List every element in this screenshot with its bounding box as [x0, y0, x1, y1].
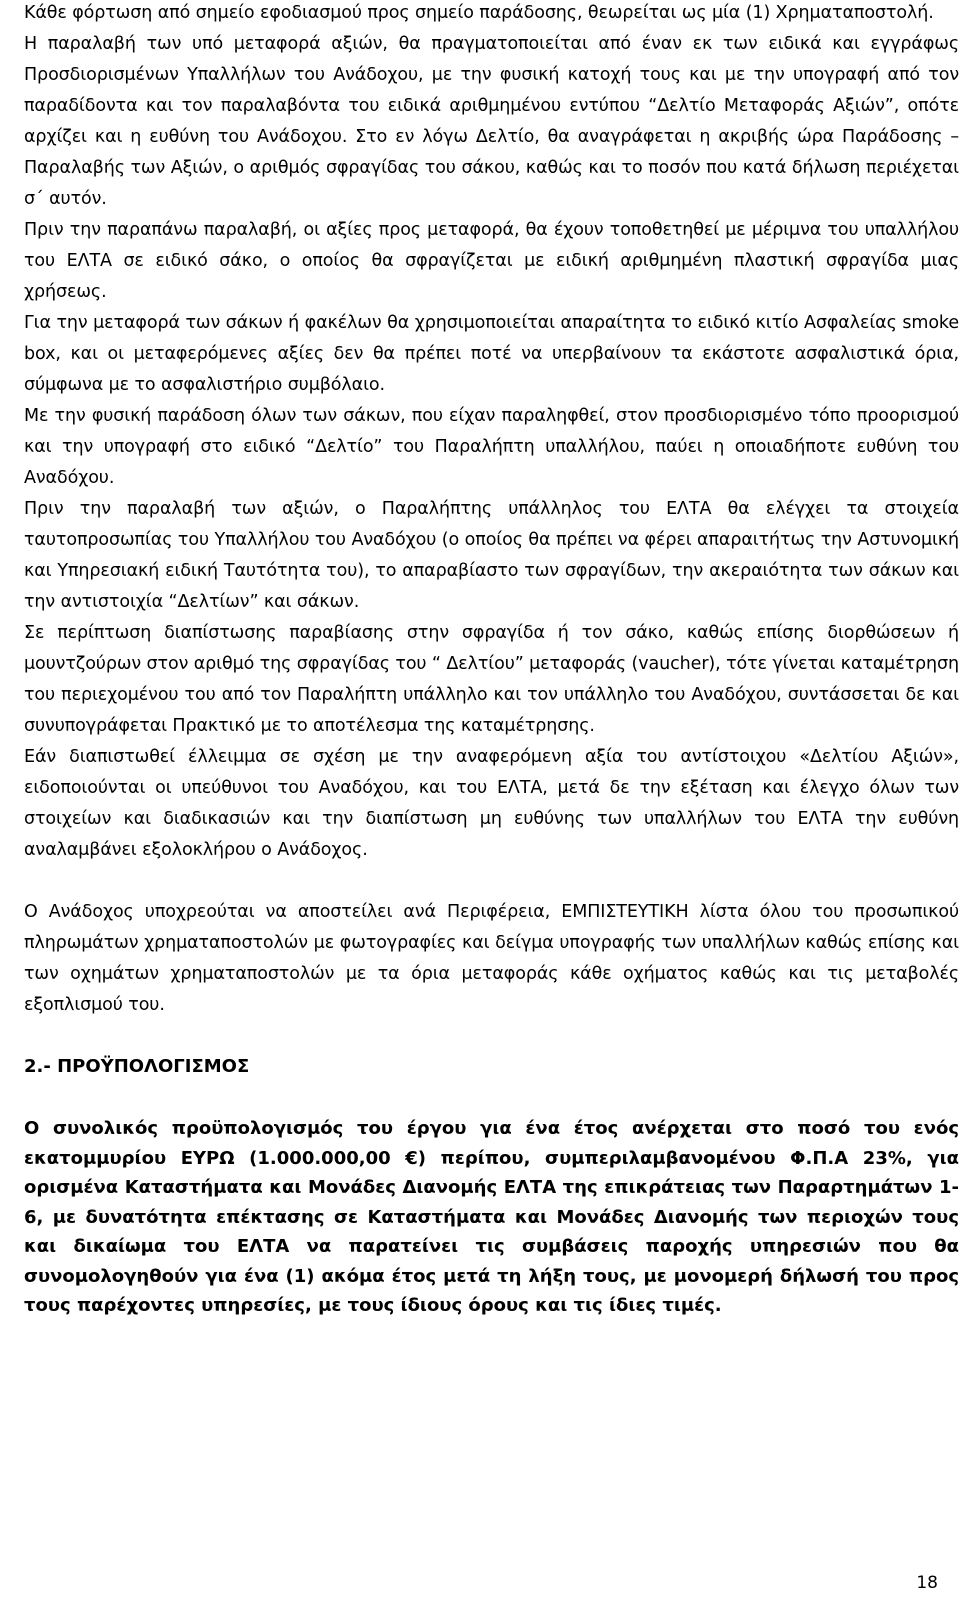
page-number: 18 [916, 1573, 938, 1593]
paragraph-smoke-box: Για την μεταφορά των σάκων ή φακέλων θα χρησιμοποιείται απαραίτητα το ειδικό κιτίο Ασφαλείας smoke box, και οι μεταφερόμενες αξίες δεν θα πρέπει ποτέ να υπερβαίνουν τα εκάστοτε ασφαλιστικά όρια, σύμφωνα με το ασφαλιστήριο συμβόλαιο. [24, 313, 959, 395]
section-heading-budget: 2.- ΠΡΟΫΠΟΛΟΓΙΣΜΟΣ [24, 1056, 250, 1077]
paragraph-shipment-definition: Κάθε φόρτωση από σημείο εφοδιασμού προς σημείο παράδοσης, θεωρείται ως μία (1) Χρηματαποστολή. [24, 3, 934, 23]
paragraph-budget: Ο συνολικός προϋπολογισμός του έργου για ένα έτος ανέρχεται στο ποσό του ενός εκατομμυρίου ΕΥΡΩ (1.000.000,00 €) περίπου, συμπεριλαμβανομένου Φ.Π.Α 23%, για ορισμένα Καταστήματα και Μονάδες Διανομής ΕΛΤΑ της επικράτειας των Παραρτημάτων 1-6, με δυνατότητα επέκτασης σε Καταστήματα και Μονάδες Διανομής των περιοχών τους και δικαίωμα του ΕΛΤΑ να παρατείνει τις συμβάσεις παροχής υπηρεσιών που θα συνομολογηθούν για ένα (1) ακόμα έτος μετά τη λήξη τους, με μονομερή δήλωσή του προς τους παρέχοντες υπηρεσίες, με τους ίδιους όρους και τις ίδιες τιμές. [24, 1118, 959, 1316]
paragraph-value-receipt: Η παραλαβή των υπό μεταφορά αξιών, θα πραγματοποιείται από έναν εκ των ειδικά και εγγράφως Προσδιορισμένων Υπαλλήλων του Ανάδοχου, με την φυσική κατοχή τους και με την υπογραφή από τον παραδίδοντα και τον παραλαβόντα του ειδικά αριθμημένου εντύπου “Δελτίο Μεταφοράς Αξιών”, οπότε αρχίζει και η ευθύνη του Ανάδοχου. Στο εν λόγω Δελτίο, θα αναγράφεται η ακριβής ώρα Παράδοσης – Παραλαβής των Αξιών, ο αριθμός σφραγίδας του σάκου, καθώς και το ποσόν που κατά δήλωση περιέχεται σ΄ αυτόν. [24, 34, 959, 209]
paragraph-sealing: Πριν την παραπάνω παραλαβή, οι αξίες προς μεταφορά, θα έχουν τοποθετηθεί με μέριμνα του υπαλλήλου του ΕΛΤΑ σε ειδικό σάκο, ο οποίος θα σφραγίζεται με ειδική αριθμημένη πλαστική σφραγίδα μιας χρήσεως. [24, 220, 959, 302]
paragraph-seal-violation: Σε περίπτωση διαπίστωσης παραβίασης στην σφραγίδα ή τον σάκο, καθώς επίσης διορθώσεων ή μουντζούρων στον αριθμό της σφραγίδας του “ Δελτίου” μεταφοράς (vaucher), τότε γίνεται καταμέτρηση του περιεχομένου του από τον Παραλήπτη υπάλληλο και τον υπάλληλο του Αναδόχου, συντάσσεται δε και συνυπογράφεται Πρακτικό με το αποτέλεσμα της καταμέτρησης. [24, 623, 959, 736]
document-page [24, 0, 959, 1321]
paragraph-identity-check: Πριν την παραλαβή των αξιών, ο Παραλήπτης υπάλληλος του ΕΛΤΑ θα ελέγχει τα στοιχεία ταυτοπροσωπίας του Υπαλλήλου του Αναδόχου (ο οποίος θα πρέπει να φέρει απαραιτήτως την Αστυνομική και Υπηρεσιακή ειδική Ταυτότητα του), το απαραβίαστο των σφραγίδων, την ακεραιότητα των σάκων και την αντιστοιχία “Δελτίων” και σάκων. [24, 499, 959, 612]
paragraph-delivery: Με την φυσική παράδοση όλων των σάκων, που είχαν παραληφθεί, στον προσδιορισμένο τόπο προορισμού και την υπογραφή στο ειδικό “Δελτίο” του Παραλήπτη υπαλλήλου, παύει η οποιαδήποτε ευθύνη του Αναδόχου. [24, 406, 959, 488]
paragraph-deficit: Εάν διαπιστωθεί έλλειμμα σε σχέση με την αναφερόμενη αξία του αντίστοιχου «Δελτίου Αξιών», ειδοποιούνται οι υπεύθυνοι του Αναδόχου, και του ΕΛΤΑ, μετά δε την εξέταση και έλεγχο όλων των στοιχείων και διαδικασιών και την διαπίστωση μη ευθύνης των υπαλλήλων του ΕΛΤΑ την ευθύνη αναλαμβάνει εξολοκλήρου ο Ανάδοχος. [24, 747, 959, 860]
paragraph-confidential-list: Ο Ανάδοχος υποχρεούται να αποστείλει ανά Περιφέρεια, ΕΜΠΙΣΤΕΥΤΙΚΗ λίστα όλου του προσωπικού πληρωμάτων χρηματαποστολών με φωτογραφίες και δείγμα υπογραφής των υπαλλήλων καθώς επίσης και των οχημάτων χρηματαποστολών με τα όρια μεταφοράς κάθε οχήματος καθώς και τις μεταβολές εξοπλισμού του. [24, 902, 959, 1015]
